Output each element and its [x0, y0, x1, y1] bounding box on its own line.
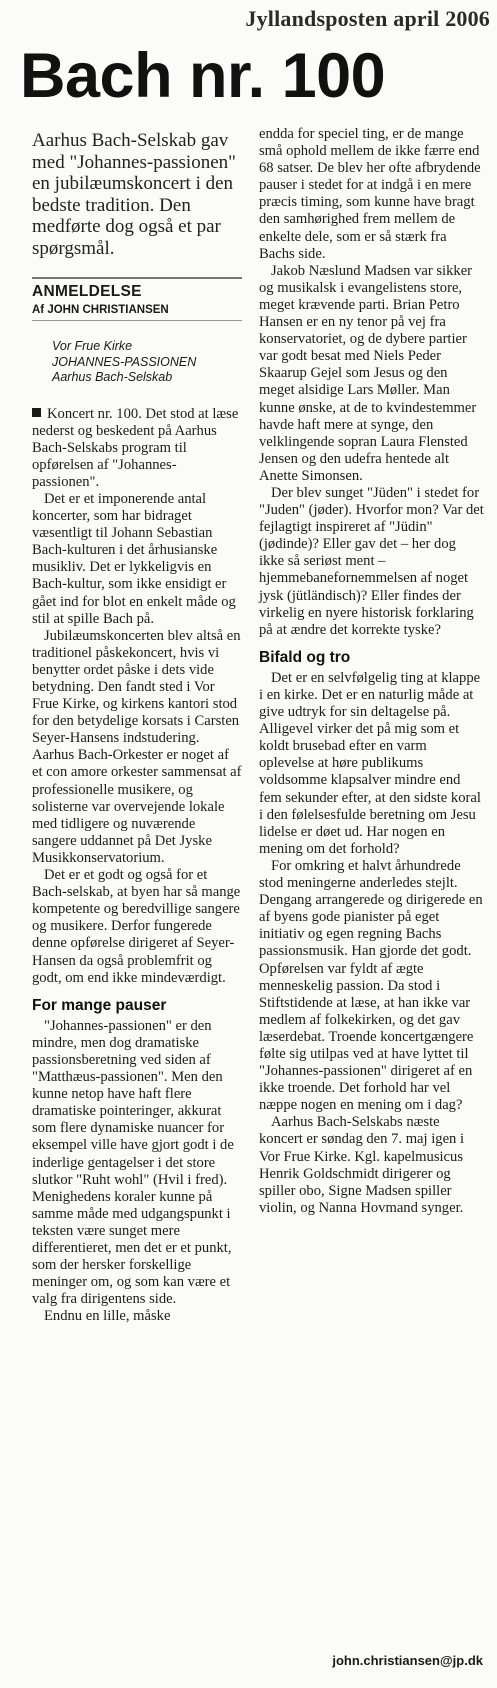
byline: Af JOHN CHRISTIANSEN: [32, 304, 242, 321]
square-bullet-icon: [32, 408, 41, 417]
right-body: [259, 126, 484, 1217]
fact-performer: Aarhus Bach-Selskab: [52, 370, 173, 384]
lead-paragraph: Aarhus Bach-Selskab gav med "Johannes-passionen" en jubilæumskoncert i den bedste tradition. Den medførte dog også et par spørgsmål.: [32, 130, 236, 259]
body-paragraph: Der blev sunget "Jüden" i stedet for "Juden" (jøder). Hvorfor mon? Var det fejlagtigt inspireret af "Jüdin" (jødinde)? Eller gav det – her dog ikke så seriøst ment – hjemmebanefornemmelsen af noget jysk (jütländisch)? Eller findes der virkelig en nyere historisk forklaring på at ændre det korrekte tyske?: [259, 484, 484, 638]
newspaper-source-date: Jyllandsposten april 2006: [245, 6, 490, 31]
fact-work: JOHANNES-PASSIONEN: [52, 354, 197, 369]
body-paragraph: Aarhus Bach-Selskabs næste koncert er søndag den 7. maj igen i Vor Frue Kirke. Kgl. kapelmusicus Henrik Goldschmidt dirigerer og spiller obo, Signe Madsen spiller violin, og Nanna Hovmand synger.: [259, 1114, 465, 1216]
fact-box: [52, 339, 242, 386]
subhead-for-mange-pauser: For mange pauser: [32, 996, 167, 1014]
body-paragraph: Jubilæumskoncerten blev altså en traditionel påskekoncert, hvis vi benytter ordet påske i dets vide betydning. Den fandt sted i Vor Frue Kirke, og kirkens kantori stod for den betydelige korsats i Carsten Seyer-Hansens indstudering. Aarhus Bach-Orkester er noget af et con amore orkester sammensat af professionelle musikere, og solisterne var overvejende lokale med tidligere og nuværende sangere uddannet på Det Jyske Musikkonservatorium.: [32, 627, 242, 866]
body-paragraph: [32, 406, 242, 491]
right-column: [259, 126, 484, 1217]
body-paragraph: Jakob Næslund Madsen var sikker og musikalsk i evangelistens store, meget krævende parti. Brian Petro Hansen er en ny tenor på vej fra konservatoriet, og de dybere partier var godt besat med Niels Peder Skaarup Gejel som Jesus og den meget alsidige Lars Møller. Man kunne ønske, at de to kvindestemmer havde haft mere at synge, den velklingende sopran Laura Flensted Jensen og den udefra hentede alt Anette Simonsen.: [259, 262, 477, 484]
body-paragraph: "Johannes-passionen" er den mindre, men dog dramatiske passionsberetning ved siden af "Matthæus-passionen". Men den kunne netop have haft flere dramatiske pointeringer, akkurat som flere dynamiske nuancer for eksempel ville have gjort godt i de inderlige gentagelser i det store slutkor "Ruht wohl" (Hvil i fred). Menighedens koraler kunne på samme måde med udgangspunkt i teksten være sunget mere differentieret, men det er et punkt, som der hersker forskellige meninger om, og som kan være et valg fra dirigentens side.: [32, 1017, 234, 1308]
fact-venue: Vor Frue Kirke: [52, 339, 133, 353]
body-paragraph: Det er et imponerende antal koncerter, som har bidraget væsentligt til Johann Sebastian Bach-kulturen i det århusianske musikliv. Det er lykkeligvis en Bach-kultur, som ikke ensidigt er gået ind for blot en enkelt måde og stil at spille Bach på.: [32, 490, 236, 627]
author-email: john.christiansen@jp.dk: [332, 1653, 483, 1668]
body-paragraph: Det er en selvfølgelig ting at klappe i en kirke. Det er en naturlig måde at give udtryk for sin deltagelse på. Alligevel virker det på mig som et koldt brusebad efter en varm oplevelse at høre publikums voldsomme klapsalver mindre end fem sekunder efter, at den sidste koral i den følelsesfulde beretning om Jesu lidelse er døet ud. Har nogen en mening om det forhold?: [259, 669, 481, 857]
body-paragraph-text: Koncert nr. 100. Det stod at læse nederst og beskedent på Aarhus Bach-Selskabs program til opførelsen af "Johannes-passionen".: [32, 405, 239, 490]
left-column: [32, 130, 242, 1325]
left-body: [32, 406, 242, 1326]
article-headline: Bach nr. 100: [20, 41, 386, 111]
section-label: ANMELDELSE: [32, 277, 242, 301]
body-paragraph: Det er et godt og også for et Bach-selskab, at byen har så mange kompetente og beredvillige sangere og musikere. Derfor fungerede denne opførelse dirigeret af Seyer-Hansen da også problemfrit og godt, om end ikke mindeværdigt.: [32, 867, 241, 986]
article-lead: [32, 130, 242, 259]
subhead-bifald-og-tro: Bifald og tro: [259, 648, 351, 666]
body-paragraph: endda for speciel ting, er de mange små ophold mellem de ikke færre end 68 satser. De blev her ofte afbrydende pauser i stedet for at indgå i en mere præcis timing, som kunne have bragt den samhørighed frem mellem de enkelte dele, som er så stærk fra Bachs side.: [259, 126, 481, 262]
body-paragraph: Endnu en lille, måske: [44, 1308, 171, 1325]
body-paragraph: For omkring et halvt århundrede stod meningerne anderledes stejlt. Dengang arrangerede og dirigerede en af byens gode pianister på eget initiativ og egen regning Bachs passionsmusik. Han gjorde det godt. Opførelsen var fyldt af ægte menneskelig passion. Da stod i Stiftstidende at læse, at han ikke var medlem af folkekirken, og det gav læserdebat. Troende koncertgængere følte sig utilpas ved at have lyttet til "Johannes-passionen" dirigeret af en ikke troende. Det forhold har vel næppe nogen en mening om i dag?: [259, 857, 483, 1114]
